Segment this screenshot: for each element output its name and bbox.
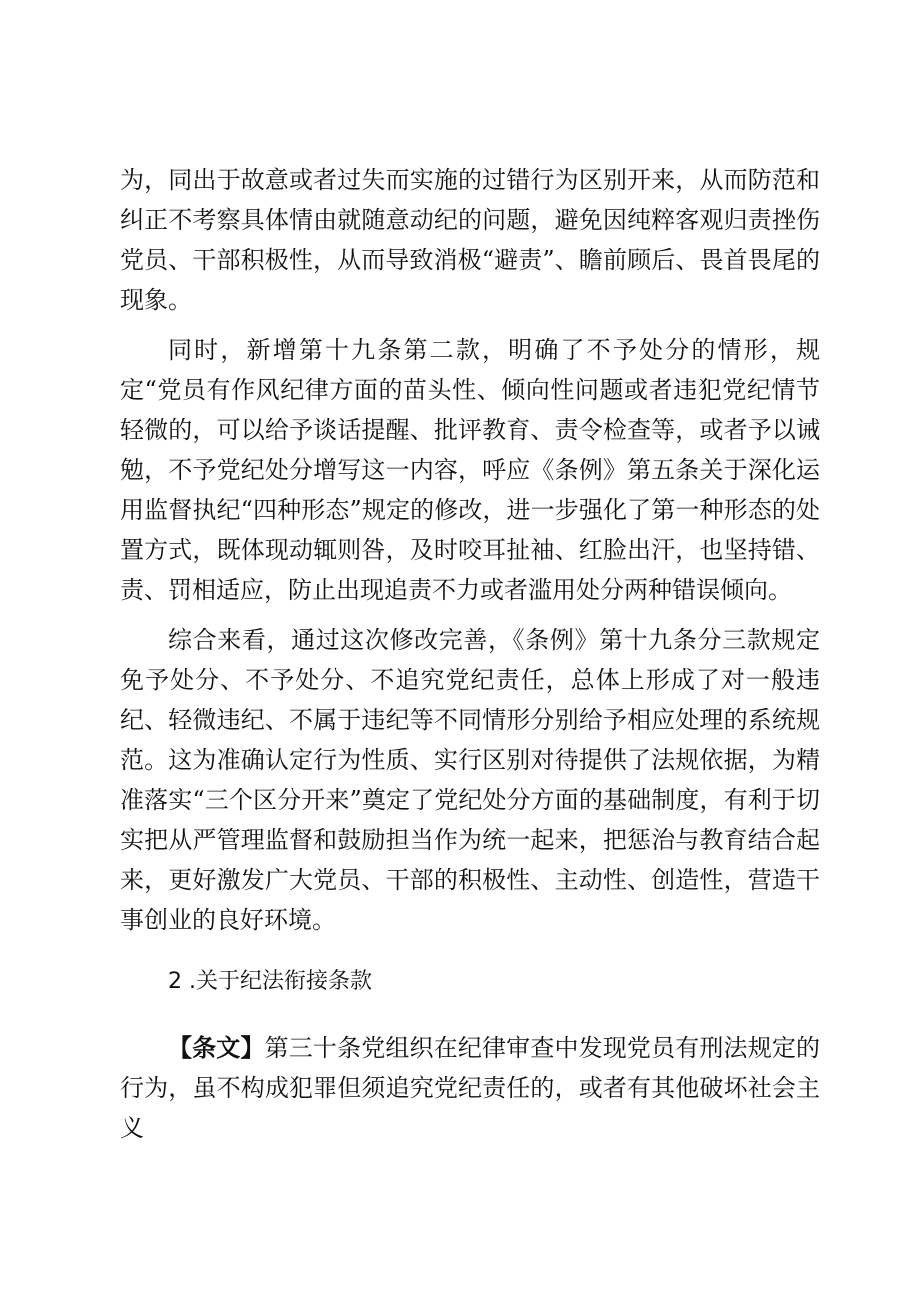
paragraph-no-punishment: 同时，新增第十九条第二款，明确了不予处分的情形，规定“党员有作风纪律方面的苗头性、倾向性问题或者违犯党纪情节轻微的，可以给予谈话提醒、批评教育、责令检查等，或者予以诫勉，不予党纪处分增写这一内容，呼应《条例》第五条关于深化运用监督执纪“四种形态”规定的修改，进一步强化了第一种形态的处置方式，既体现动辄则咎，及时咬耳扯袖、红脸出汗，也坚持错、责、罚相适应，防止出现追责不力或者滥用处分两种错误倾向。	[120, 336, 820, 604]
paragraph-continuation: 为，同出于故意或者过失而实施的过错行为区别开来，从而防范和纠正不考察具体情由就随意动纪的问题，避免因纯粹客观归责挫伤党员、干部积极性，从而导致消极“避责”、瞻前顾后、畏首畏尾的现象。	[120, 166, 820, 314]
article-text: 第三十条党组织在纪律审查中发现党员有刑法规定的行为，虽不构成犯罪但须追究党纪责任的，或者有其他破坏社会主义	[120, 1034, 821, 1142]
section-heading: 2 .关于纪法衔接条款	[168, 969, 372, 994]
document-body	[120, 160, 820, 1158]
article-label: 【条文】	[168, 1033, 265, 1062]
paragraph-summary: 综合来看，通过这次修改完善，《条例》第十九条分三款规定免予处分、不予处分、不追究党纪责任，总体上形成了对一般违纪、轻微违纪、不属于违纪等不同情形分别给予相应处理的系统规范。这为准确认定行为性质、实行区别对待提供了法规依据，为精准落实“三个区分开来”奠定了党纪处分方面的基础制度，有利于切实把从严管理监督和鼓励担当作为统一起来，把惩治与教育结合起来，更好激发广大党员、干部的积极性、主动性、创造性，营造干事创业的良好环境。	[120, 626, 820, 934]
article-paragraph	[120, 1028, 820, 1148]
